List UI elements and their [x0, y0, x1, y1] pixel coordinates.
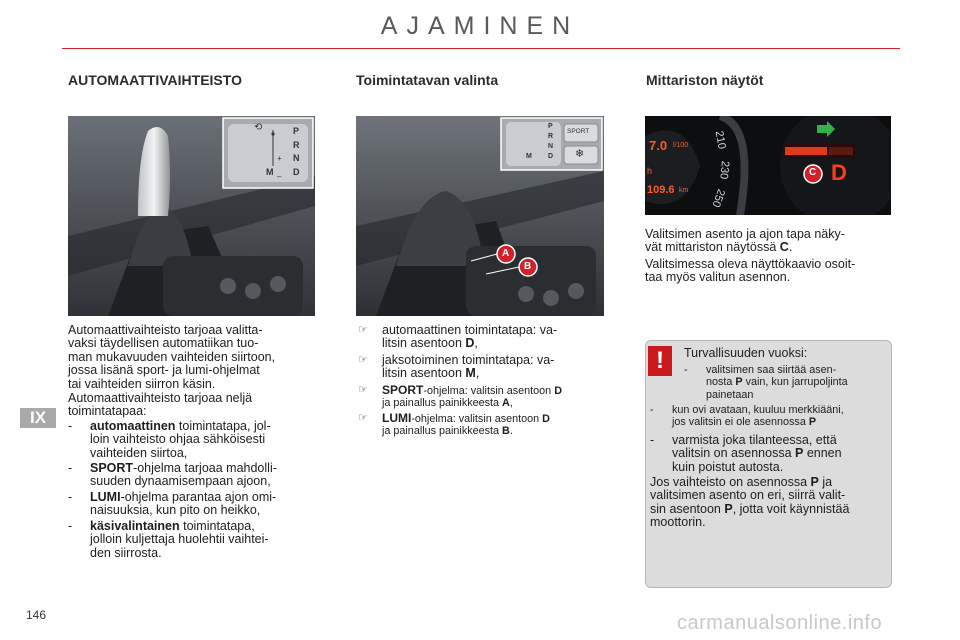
- list-item: - SPORT-ohjelma tarjoaa mahdolli- suuden dynaamisempaan ajoon,: [68, 461, 277, 489]
- page-number: 146: [26, 608, 47, 622]
- gate-label-plus: +: [277, 154, 282, 163]
- pointing-hand-icon: ☞: [358, 384, 368, 396]
- mode-buttons-photo: [356, 116, 604, 316]
- bullet-item: ☞ LUMI-ohjelma: valitsin asentoon D ja painallus painikkeesta B.: [358, 411, 550, 438]
- cluster-paragraph: Valitsimen asento ja ajon tapa näky- vät mittariston näytössä C.: [645, 227, 845, 255]
- warning-paragraph: Jos vaihteisto on asennossa P ja valitsimen asento on eri, siirrä valit- sin asentoon P, jotta voit käynnistää moottorin.: [650, 475, 850, 530]
- snowflake-icon: ❄: [575, 148, 585, 160]
- gate-label-r: R: [548, 133, 554, 140]
- cluster-paragraph-2: Valitsimessa oleva näyttökaavio osoit- taa myös valitun asennon.: [645, 257, 856, 285]
- heading-mode-selection: Toimintatavan valinta: [356, 72, 499, 88]
- list-item: - LUMI-ohjelma parantaa ajon omi- naisuuksia, kun pito on heikko,: [68, 490, 277, 518]
- warning-item: - kun ovi avataan, kuuluu merkkiääni, jos valitsin ei ole asennossa P: [650, 404, 844, 429]
- fuel-consumption-readout: 7.0: [649, 138, 668, 153]
- title-divider: [62, 48, 900, 49]
- fuel-consumption-unit: l/100: [673, 142, 689, 149]
- modes-intro: Automaattivaihteisto tarjoaa neljä toimintatapaa:: [68, 391, 253, 419]
- distance-readout: 109.6: [647, 184, 675, 196]
- gate-label-d: D: [293, 167, 300, 177]
- speed-mark-250: 250: [709, 187, 727, 209]
- gear-position-display: D: [831, 160, 847, 185]
- warning-item: - valitsimen saa siirtää asen- nosta P vain, kun jarrupoljinta painetaan: [684, 364, 848, 401]
- callout-a: A: [502, 248, 510, 259]
- sport-button-label: SPORT: [567, 128, 590, 135]
- pointing-hand-icon: ☞: [358, 412, 368, 424]
- gate-arrow-icon: ⟲: [254, 122, 263, 133]
- page-title: AJAMINEN: [380, 12, 580, 40]
- speed-mark-210: 210: [712, 129, 728, 151]
- bullet-item: ☞ jaksotoiminen toimintatapa: va- litsin asentoon M,: [358, 353, 555, 381]
- gate-label-m: M: [266, 167, 274, 177]
- distance-unit: km: [679, 187, 689, 194]
- speed-unit-label: h: [647, 166, 653, 176]
- speed-mark-230: 230: [717, 160, 731, 180]
- gate-label-n: N: [293, 153, 300, 163]
- watermark: carmanualsonline.info: [677, 612, 883, 634]
- gate-label-minus: –: [277, 172, 282, 181]
- bullet-item: ☞ SPORT-ohjelma: valitsin asentoon D ja painallus painikkeesta A,: [358, 383, 562, 410]
- heading-cluster-displays: Mittariston näytöt: [646, 72, 764, 88]
- gear-selector-photo: [68, 116, 315, 316]
- heading-automatic-gearbox: AUTOMAATTIVAIHTEISTO: [68, 72, 242, 88]
- mode-buttons-illustration: [356, 116, 604, 316]
- instrument-cluster-photo: [645, 116, 891, 215]
- exclamation-icon: !: [648, 346, 672, 376]
- gate-label-n: N: [548, 143, 554, 150]
- warning-item: - varmista joka tilanteessa, että valitsin on asennossa P ennen kuin poistut autosta.: [650, 433, 842, 474]
- callout-b: B: [524, 261, 532, 272]
- chapter-tab: IX: [20, 408, 56, 428]
- intro-paragraph: Automaattivaihteisto tarjoaa valitta- vaksi täydellisen automatiikan tuo- man mukavuuden vaihteiden siirtoon, jossa lisänä sport- ja lumi-ohjelmat tai vaihteiden siirron käsin.: [68, 323, 276, 391]
- list-item: - käsivalintainen toimintatapa, jolloin kuljettaja huolehtii vaihtei- den siirrosta.: [68, 519, 269, 560]
- gate-label-d: D: [548, 153, 554, 160]
- gate-label-p: P: [548, 123, 553, 130]
- callout-c: C: [809, 167, 817, 178]
- gear-selector-illustration: [68, 116, 315, 316]
- bullet-item: ☞ automaattinen toimintatapa: va- litsin asentoon D,: [358, 323, 558, 351]
- warning-title: Turvallisuuden vuoksi:: [684, 346, 808, 360]
- list-item: - automaattinen toimintatapa, jol- loin vaihteisto ohjaa sähköisesti vaihteiden siirtoa,: [68, 419, 271, 460]
- gate-label-m: M: [526, 153, 532, 160]
- gate-label-r: R: [293, 140, 300, 150]
- pointing-hand-icon: ☞: [358, 324, 368, 336]
- instrument-cluster-illustration: [645, 116, 891, 215]
- gate-label-p: P: [293, 126, 300, 136]
- pointing-hand-icon: ☞: [358, 354, 368, 366]
